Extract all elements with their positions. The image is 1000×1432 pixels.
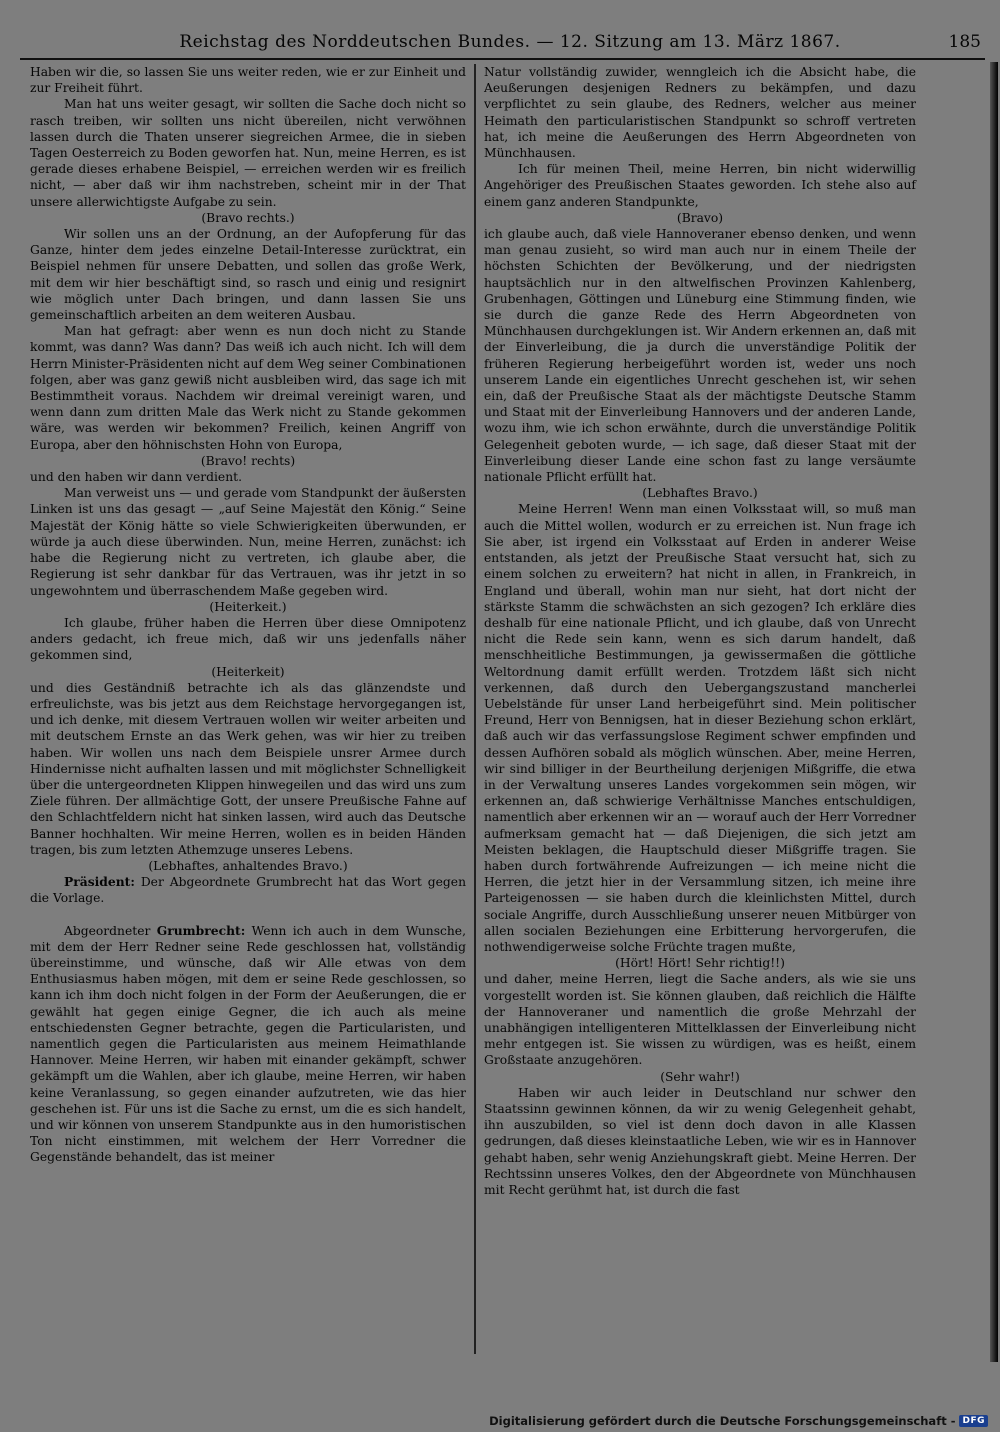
paragraph: Meine Herren! Wenn man einen Volksstaat will, so muß man auch die Mittel wollen, wodurch er zu erreichen ist. Nun frage ich Sie aber, ist irgend ein Volksstaat auf Erden in anderer Weise entstanden, als jetzt der Preußische Staat versucht hat, sich zu einem solchen zu erweitern? hat nicht in allen, in Frankreich, in England und überall, wohin man nur sieht, hat dort nicht der stärkste Stamm die schwächsten an sich gezogen? Ich erkläre dies deshalb für eine nationale Pflicht, und ich glaube, daß von Unrecht nicht die Rede sein kann, wenn es sich darum handelt, daß menschheitliche Bestimmungen, ja gewissermaßen die göttliche Weltordnung damit erfüllt werden. Trotzdem läßt sich nicht verkennen, daß durch den Uebergangszustand mancherlei Uebelstände für unser Land herbeigeführt sind. Mein politischer Freund, Herr von Bennigsen, hat in dieser Beziehung schon erklärt, daß auch wir das verfassungslose Regiment schwer empfinden und dessen Aufhören sobald als möglich wünschen. Aber, meine Herren, wir sind billiger in der Beurtheilung derjenigen Mißgriffe, die etwa in der Verwaltung unseres Landes vorgekommen sein mögen, wir erkennen an, daß schwierige Verhältnisse Manches entschuldigen, namentlich aber erkennen wir an — worauf auch der Herr Vorredner aufmerksam gemacht hat — daß Diejenigen, die sich jetzt am Meisten beklagen, die Hauptschuld dieser Mißgriffe tragen. Sie haben durch fortwährende Aufreizungen — ich meine nicht die Herren, die jetzt hier in der Versammlung sitzen, ich meine ihre Parteigenossen — sie haben durch die kleinlichsten Mittel, durch sociale Angriffe, durch Ausschließung unserer neuen Mitbürger von allen socialen Beziehungen eine Erbitterung hervorgerufen, die nothwendigerweise solche Früchte tragen mußte, xyxy=(484,502,916,954)
speaker-name: Grumbrecht: xyxy=(156,922,246,938)
audience-reaction: (Lebhaftes Bravo.) xyxy=(642,486,758,501)
paragraph: Haben wir die, so lassen Sie uns weiter reden, wie er zur Einheit und zur Freiheit führt. xyxy=(30,65,466,96)
page-number: 185 xyxy=(948,32,981,52)
paragraph: Haben wir auch leider in Deutschland nur schwer den Staatssinn gewinnen können, da wir zu wenig Gelegenheit gehabt, ihn auszubilden, so viel ist denn doch davon in alle Klassen gedrungen, daß dieses kleinstaatliche Leben, wie wir es in Hannover gehabt haben, sehr wenig Anziehungskraft giebt. Meine Herren. Der Rechtssinn unseres Volkes, den der Abgeordnete von Münchhausen mit Recht gerühmt hat, ist durch die fast xyxy=(484,1085,916,1198)
column-divider xyxy=(474,64,476,1354)
paragraph: Ich glaube, früher haben die Herren über diese Omnipotenz anders gedacht, ich freue mich, daß wir uns jedenfalls näher gekommen sind, xyxy=(30,615,466,663)
paragraph: Man hat uns weiter gesagt, wir sollten die Sache doch nicht so rasch treiben, wir sollten uns nicht übereilen, nicht verwöhnen lassen durch die Thaten unserer siegreichen Armee, die in sieben Tagen Oesterreich zu Boden geworfen hat. Nun, meine Herren, es ist gerade dieses erhabene Beispiel, — erreichen werden wir es freilich nicht, — aber daß wir ihm nachstreben, scheint mir in der That unsere allerwichtigste Aufgabe zu sein. xyxy=(30,97,466,209)
audience-reaction: (Heiterkeit.) xyxy=(209,599,287,614)
paragraph: ich glaube auch, daß viele Hannoveraner ebenso denken, und wenn man genau zusieht, so wird man auch nur in einem Theile der höchsten Schichten der Bevölkerung, und der niedrigsten hauptsächlich nur in den altwelfischen Provinzen Kahlenberg, Grubenhagen, Göttingen und Lüneburg eine Stimmung finden, wie sie durch die ganze Rede des Herrn Abgeordneten von Münchhausen durchgeklungen ist. Wir Andern erkennen an, daß mit der Einverleibung, die ja durch die unverständige Politik der früheren Regierung herbeigeführt worden ist, weder uns noch unserem Lande ein eigentliches Unrecht geschehen ist, wir sehen ein, daß der Preußische Staat als der mächtigste Deutsche Stamm und Staat mit der Einverleibung Hannovers und der anderen Lande, wozu ihm, wie ich schon erwähnte, durch die unverständige Politik Gelegenheit geboten wurde, — ich sage, daß dieser Staat mit der Einverleibung dieser Lande eine schon fast zu lange versäumte nationale Pflicht erfüllt hat. xyxy=(484,227,916,485)
dfg-logo: DFG xyxy=(959,1415,988,1427)
audience-reaction: (Lebhaftes, anhaltendes Bravo.) xyxy=(148,858,348,873)
paragraph: Ich für meinen Theil, meine Herren, bin nicht widerwillig Angehöriger des Preußischen Staates geworden. Ich stehe also auf einem ganz anderen Standpunkte, xyxy=(484,162,916,209)
paragraph: Natur vollständig zuwider, wenngleich ich die Absicht habe, die Aeußerungen desjenigen Redners zu bekämpfen, und dazu verpflichtet zu sein glaube, des Redners, welcher aus meiner Heimath den particularistischen Standpunkt so schroff vertreten hat, ich meine die Aeußerungen des Herrn Abgeordneten von Münchhausen. xyxy=(484,65,916,161)
funding-note: Digitalisierung gefördert durch die Deutsche Forschungsgemeinschaft - xyxy=(489,1414,956,1428)
audience-reaction: (Bravo! rechts) xyxy=(200,453,296,468)
left-column xyxy=(30,64,466,1166)
paragraph: und den haben wir dann verdient. xyxy=(30,470,242,485)
speaker-prefix: Abgeordneter xyxy=(64,923,151,938)
paragraph: und daher, meine Herren, liegt die Sache anders, als wie sie uns vorgestellt worden ist. Sie können glauben, daß reichlich die Hälfte der Hannoveraner und namentlich die große Mehrzahl der unabhängigen intelligenteren Mittelklassen der Einverleibung nicht mehr entgegen ist. Sie wissen zu würdigen, was es heißt, einem Großstaate anzugehören. xyxy=(484,972,916,1068)
speaker-name: Präsident: xyxy=(64,874,135,890)
audience-reaction: (Hört! Hört! Sehr richtig!!) xyxy=(615,956,785,971)
paragraph: und dies Geständniß betrachte ich als das glänzendste und erfreulichste, was bis jetzt aus dem Reichstage hervorgegangen ist, und ich denke, mit diesem Vertrauen wollen wir weiter arbeiten und mit deutschem Ernste an das Werk gehen, was wir hier zu treiben haben. Wir wollen uns nach dem Beispiele unsrer Armee durch Hindernisse nicht aufhalten lassen und mit möglichster Schnelligkeit über die untergeordneten Klippen hinwegeilen und das wird uns zum Ziele führen. Der allmächtige Gott, der unsere Preußische Fahne auf den Schlachtfeldern nicht hat sinken lassen, wird auch das Deutsche Banner hochhalten. Wir meine Herren, wollen es in beiden Händen tragen, bis zum letzten Athemzuge unseres Lebens. xyxy=(30,680,466,857)
spacer xyxy=(30,907,466,923)
paragraph: Man verweist uns — und gerade vom Standpunkt der äußersten Linken ist uns das gesagt — „auf Seine Majestät den König.“ Seine Majestät der König hätte so viele Schwierigkeiten überwunden, er würde ja auch diese überwinden. Nun, meine Herren, zunächst: ich habe die Regierung nicht zu vertreten, ich glaube aber, die Regierung ist sehr dankbar für das Vertrauen, was ihr jetzt in so ungewohntem und überraschendem Maße gegeben wird. xyxy=(30,486,466,598)
speech-text: Der Abgeordnete Grumbrecht hat das Wort gegen die Vorlage. xyxy=(30,875,466,906)
audience-reaction: (Bravo rechts.) xyxy=(201,210,295,225)
audience-reaction: (Heiterkeit) xyxy=(211,664,285,679)
running-title: Reichstag des Norddeutschen Bundes. — 12. Sitzung am 13. März 1867. xyxy=(179,32,841,52)
speech-text: Wenn ich auch in dem Wunsche, mit dem der Herr Redner seine Rede geschlossen hat, vollständig übereinstimme, und wünsche, daß wir Alle etwas von dem Enthusiasmus haben mögen, mit dem er seine Rede geschlossen, so kann ich ihm doch nicht folgen in der Form der Aeußerungen, die er gewählt hat gegen einige Gegner, die ich auch als meine entschiedensten Gegner betrachte, gegen die Particularisten, und namentlich gegen die Particularisten aus meinem Heimathlande Hannover. Meine Herren, wir haben mit einander gekämpft, schwer gekämpft um die Wahlen, aber ich glaube, meine Herren, wir haben keine Veranlassung, so gegen einander aufzutreten, wie das hier geschehen ist. Für uns ist die Sache zu ernst, um die es sich handelt, und wir können von unserem Standpunkte aus in den humoristischen Ton nicht einstimmen, mit welchem der Herr Vorredner die Gegenstände behandelt, das ist meiner xyxy=(30,923,466,1165)
page-header xyxy=(20,28,985,60)
paragraph xyxy=(30,923,466,1166)
audience-reaction: (Sehr wahr!) xyxy=(660,1069,740,1084)
audience-reaction: (Bravo) xyxy=(676,210,724,225)
paragraph: Wir sollen uns an der Ordnung, an der Aufopferung für das Ganze, hinter dem jedes einzelne Detail-Interesse zurücktrat, ein Beispiel nehmen für unsere Debatten, und sollen das große Werk, mit dem wir hier beschäftigt sind, so rasch und einig und resignirt wie möglich unter Dach bringen, und dann lassen Sie uns gemeinschaftlich arbeiten an dem weiteren Ausbau. xyxy=(30,227,466,323)
paragraph xyxy=(30,874,466,906)
paragraph: Man hat gefragt: aber wenn es nun doch nicht zu Stande kommt, was dann? Was dann? Das weiß ich auch nicht. Ich will dem Herrn Minister-Präsidenten nicht auf dem Weg seiner Combinationen folgen, aber was ganz gewiß nicht ausbleiben wird, das sage ich mit Bestimmtheit voraus. Nachdem wir dreimal vereinigt waren, und wenn dann zum dritten Male das Werk nicht zu Stande gekommen wäre, was werden wir bekommen? Freilich, keinen Angriff von Europa, aber den höhnischsten Hohn von Europa, xyxy=(30,324,466,452)
right-column xyxy=(484,64,916,1198)
footer-credit xyxy=(489,1414,988,1428)
page-edge-shadow xyxy=(990,62,998,1362)
